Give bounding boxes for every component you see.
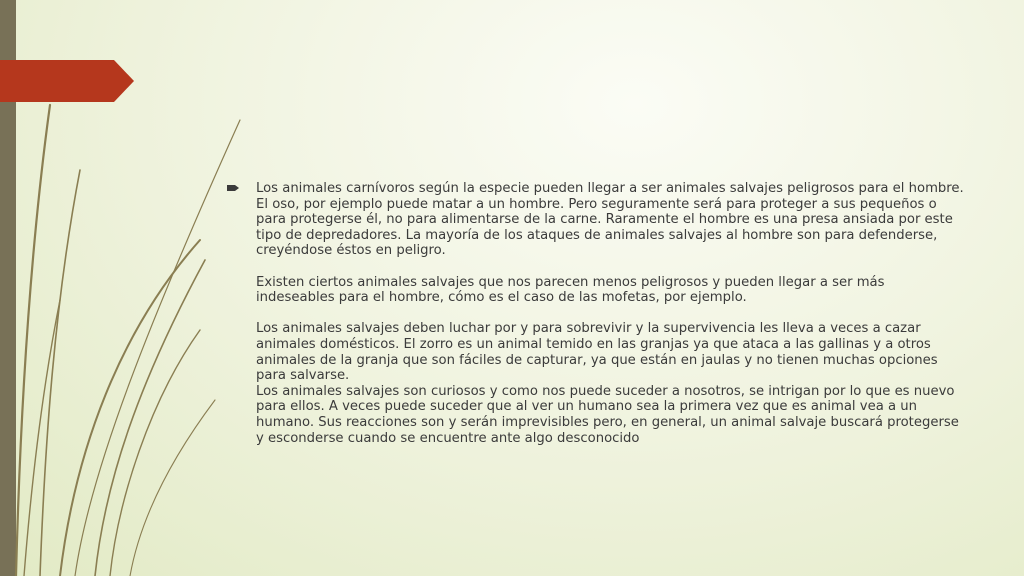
slide-content [226, 181, 966, 446]
paragraph-survival: Los animales salvajes deben luchar por y para sobrevivir y la supervivencia les lleva a veces a cazar animales domésticos. El zorro es un animal temido en las granjas ya que ataca a las gallinas y a otros animales de la granja que son fáciles de capturar, ya que están en jaulas y no tienen muchas opciones para salvarse. [256, 321, 942, 384]
bullet-item [226, 181, 966, 446]
paragraph-carnivores: Los animales carnívoros según la especie pueden llegar a ser animales salvajes peligrosos para el hombre. El oso, por ejemplo puede matar a un hombre. Pero seguramente será para proteger a sus pequeños o para protegerse él, no para alimentarse de la carne. Raramente el hombre es una presa ansiada por este tipo de depredadores. La mayoría de los ataques de animales salvajes al hombre son para defenderse, creyéndose éstos en peligro. [256, 181, 968, 259]
paragraph-curiosity: Los animales salvajes son curiosos y como nos puede suceder a nosotros, se intrigan por lo que es nuevo para ellos. A veces puede suceder que al ver un humano sea la primera vez que es animal vea a un humano. Sus reacciones son y serán imprevisibles pero, en general, un animal salvaje buscará protegerse y esconderse cuando se encuentre ante algo desconocido [256, 383, 964, 446]
paragraph-mofetas: Existen ciertos animales salvajes que nos parecen menos peligrosos y pueden llegar a ser más indeseables para el hombre, cómo es el caso de las mofetas, por ejemplo. [256, 274, 889, 306]
red-accent-tab [0, 60, 134, 102]
arrow-bullet-icon [227, 184, 239, 192]
